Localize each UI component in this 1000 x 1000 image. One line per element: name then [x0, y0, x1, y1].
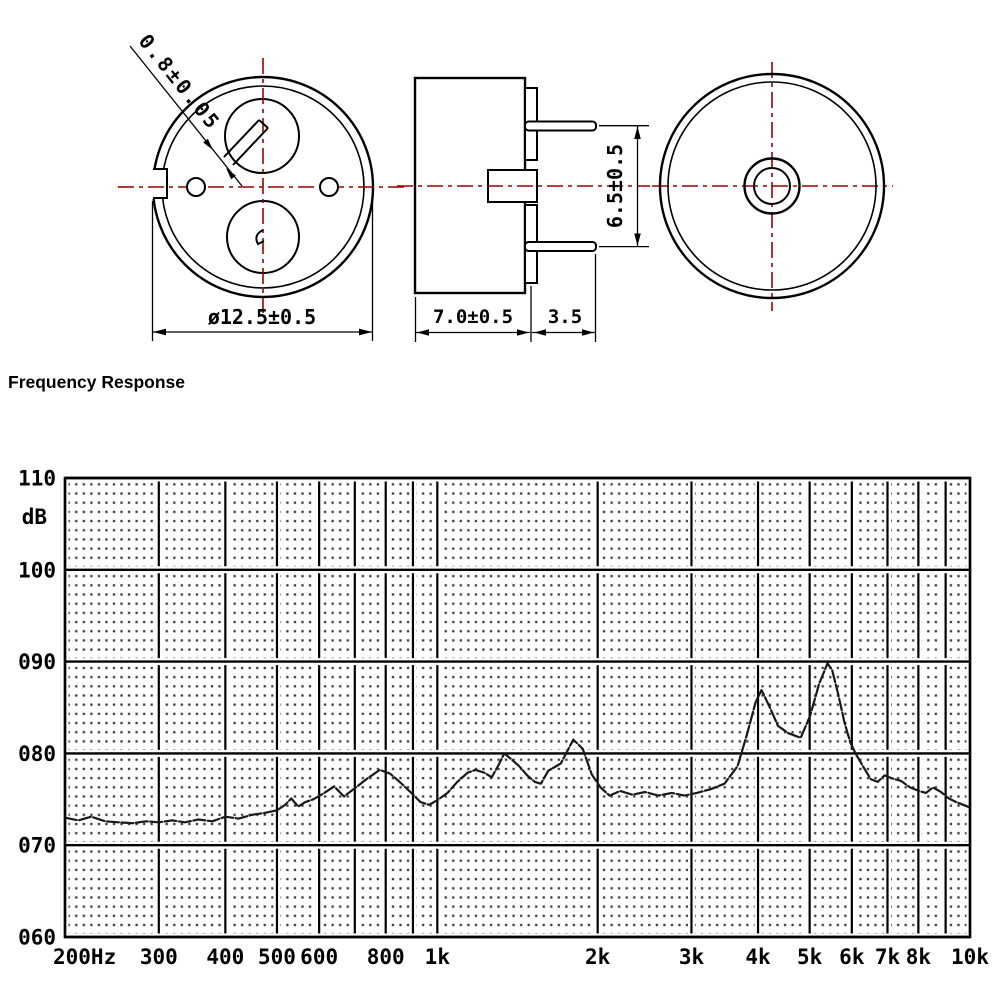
x-tick-label: 2k [585, 945, 611, 969]
x-tick-label: 8k [905, 945, 932, 969]
dotted-minor-grid [65, 478, 970, 937]
frequency-response-chart [0, 440, 1000, 1000]
pin-top [525, 122, 596, 131]
x-tick-label: 400 [206, 945, 245, 969]
y-tick-label: 060 [18, 925, 56, 950]
x-tick-label: 300 [139, 945, 178, 969]
dim-arrow-up [634, 127, 641, 140]
dim-arrow-left [417, 329, 429, 335]
mounting-hole-left [187, 178, 205, 196]
mounting-hole-right [320, 178, 338, 196]
x-tick-label: 800 [366, 945, 405, 969]
x-tick-label: 200Hz [53, 945, 117, 969]
slot-arrow-upper [203, 139, 213, 150]
slot-dimension-label: 0.8±0.05 [133, 29, 226, 135]
notch-cutout [147, 168, 167, 199]
slot-edge-1 [224, 120, 259, 157]
x-tick-label: 500 [258, 945, 296, 969]
pin-bottom [525, 242, 596, 251]
slot-arrow-lower [226, 168, 236, 179]
pin-dimension-label: 3.5 [547, 306, 583, 328]
back-view [652, 62, 893, 311]
pitch-dimension-label: 6.5±0.5 [603, 143, 627, 229]
y-tick-label: 090 [18, 650, 56, 675]
dim-arrow-right [359, 329, 372, 336]
x-tick-label: 5k [797, 945, 823, 969]
dim-arrow-right [517, 329, 529, 335]
side-view [397, 78, 650, 342]
x-tick-label: 4k [745, 945, 771, 969]
front-view [118, 29, 409, 341]
dim-arrow-right-2 [582, 329, 594, 335]
dim-arrow-left-2 [534, 329, 546, 335]
y-tick-label: 110 [18, 466, 56, 491]
y-tick-label: 100 [18, 558, 56, 583]
dim-arrow-down [634, 234, 641, 247]
x-tick-label: 7k [874, 945, 901, 969]
y-axis-unit-label: dB [21, 505, 47, 529]
dim-arrow-left [153, 329, 166, 336]
diameter-dimension-label: ø12.5±0.5 [207, 305, 317, 329]
x-tick-label: 6k [839, 945, 865, 969]
x-tick-label: 3k [678, 945, 705, 969]
x-tick-label: 600 [300, 945, 339, 969]
x-tick-label: 1k [424, 945, 450, 969]
body-dimension-label: 7.0±0.5 [432, 306, 514, 328]
y-tick-label: 080 [18, 741, 56, 766]
y-tick-label: 070 [18, 833, 56, 858]
x-tick-label: 10k [951, 945, 989, 969]
section-title: Frequency Response [8, 372, 185, 392]
slot-leader-line [130, 46, 242, 186]
